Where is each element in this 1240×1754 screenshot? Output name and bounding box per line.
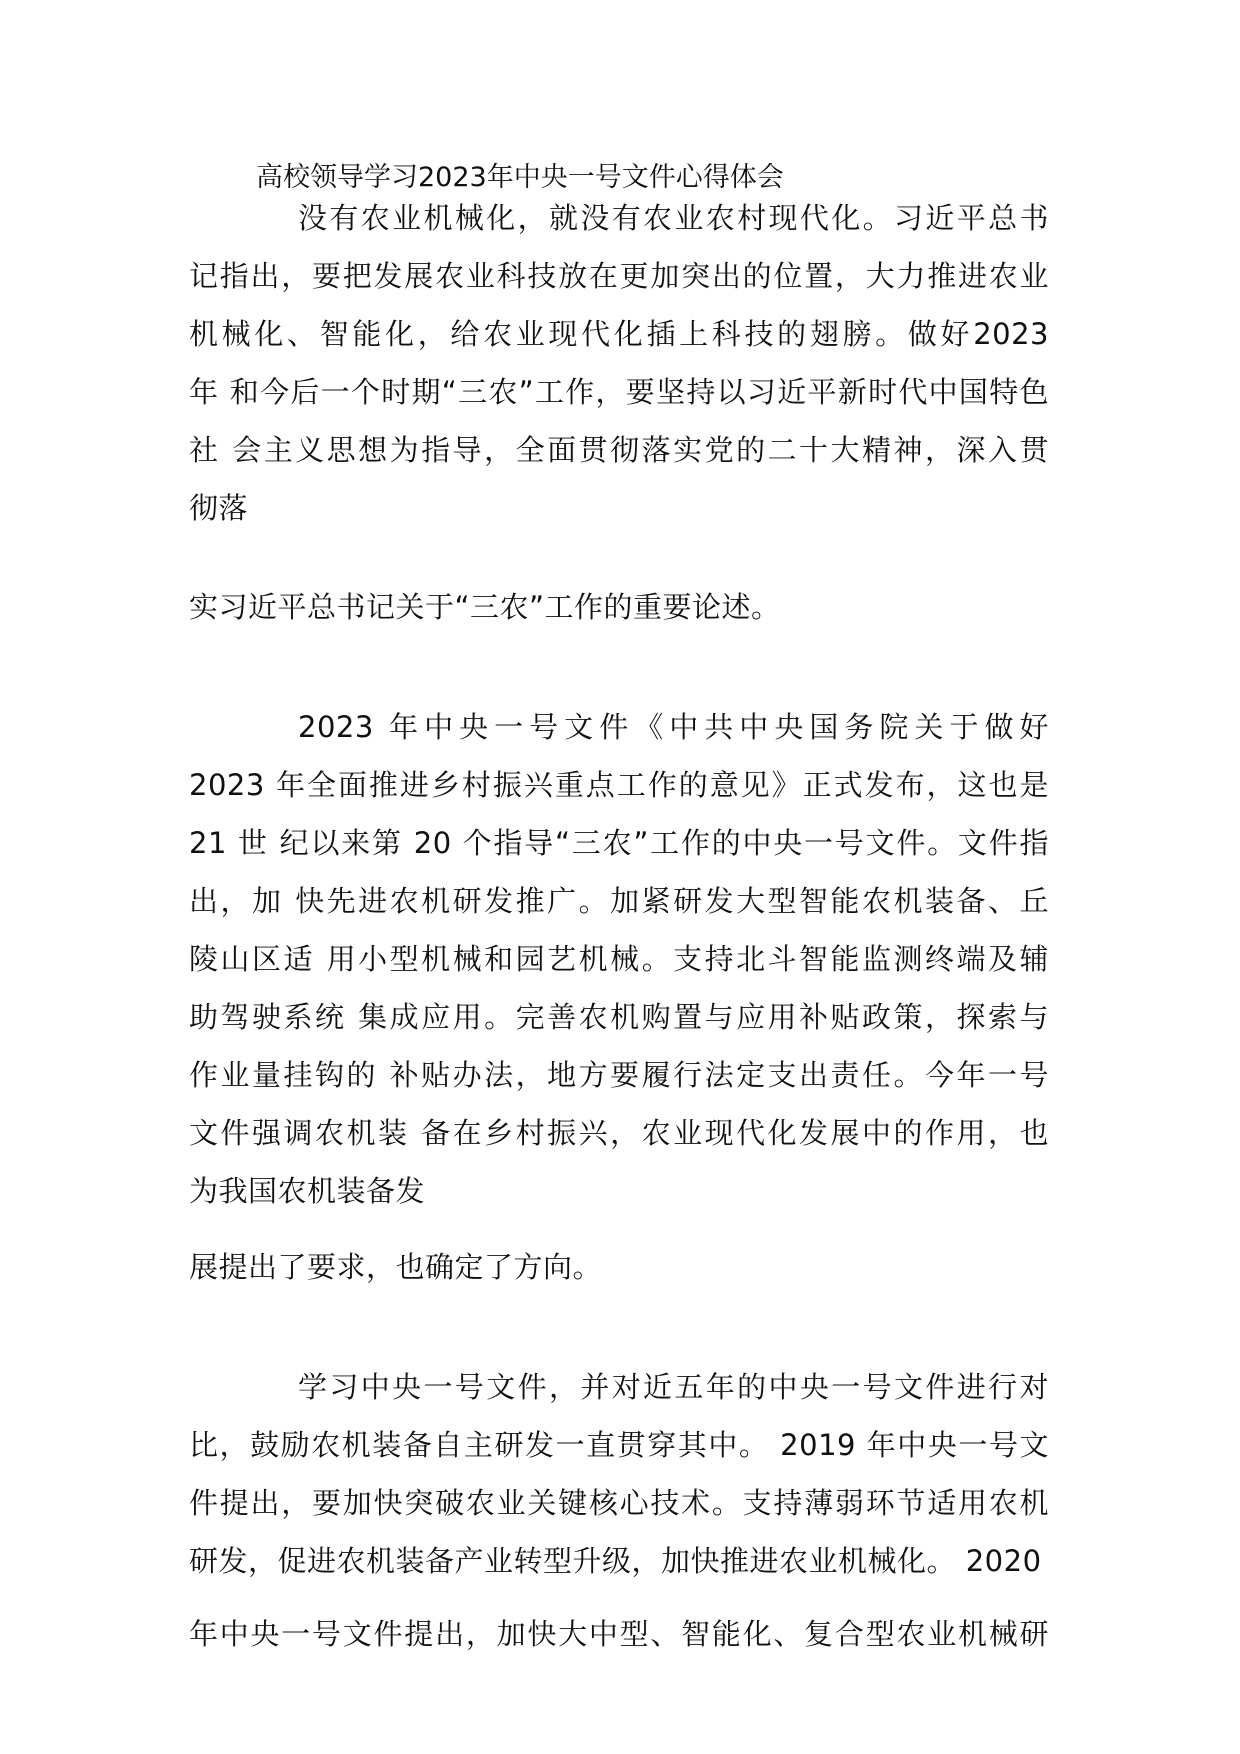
paragraph-1-line: 年 和今后一个时期“三农”工作，要坚持以习近平新时代中国特色: [189, 375, 1049, 409]
paragraph-2-line: 为我国农机装备发: [189, 1174, 426, 1208]
paragraph-2-line: 出，加 快先进农机研发推广。加紧研发大型智能农机装备、丘: [189, 884, 1049, 918]
paragraph-2-line: 2023 年中央一号文件《中共中央国务院关于做好: [298, 710, 1049, 744]
paragraph-3-line: 学习中央一号文件，并对近五年的中央一号文件进行对: [298, 1370, 1049, 1404]
paragraph-2-tail: [189, 1238, 1049, 1296]
document-title: 高校领导学习2023年中央一号文件心得体会: [256, 162, 784, 193]
paragraph-1-tail-line: 实习近平总书记关于“三农”工作的重要论述。: [189, 590, 781, 624]
paragraph-1-line: 没有农业机械化，就没有农业农村现代化。习近平总书: [298, 201, 1049, 235]
paragraph-2-line: 2023 年全面推进乡村振兴重点工作的意见》正式发布，这也是: [189, 768, 1049, 802]
paragraph-2: [189, 698, 1049, 1220]
paragraph-3-line: 件提出，要加快突破农业关键核心技术。支持薄弱环节适用农机: [189, 1486, 1049, 1520]
paragraph-2-line: 助驾驶系统 集成应用。完善农机购置与应用补贴政策，探索与: [189, 1000, 1049, 1034]
paragraph-2-line: 作业量挂钩的 补贴办法，地方要履行法定支出责任。今年一号: [189, 1058, 1049, 1092]
paragraph-3-tail-line: 年中央一号文件提出，加快大中型、智能化、复合型农业机械研: [189, 1617, 1049, 1651]
paragraph-3-line: 研发，促进农机装备产业转型升级，加快推进农业机械化。 2020: [189, 1544, 1042, 1578]
paragraph-3-tail: [189, 1605, 1049, 1663]
paragraph-1-tail: [189, 578, 1049, 636]
paragraph-2-tail-line: 展提出了要求，也确定了方向。: [189, 1250, 603, 1284]
paragraph-1-line: 社 会主义思想为指导，全面贯彻落实党的二十大精神，深入贯: [189, 433, 1049, 467]
paragraph-2-line: 21 世 纪以来第 20 个指导“三农”工作的中央一号文件。文件指: [189, 826, 1049, 860]
paragraph-3-line: 比，鼓励农机装备自主研发一直贯穿其中。 2019 年中央一号文: [189, 1428, 1049, 1462]
paragraph-1-line: 彻落: [189, 491, 249, 525]
paragraph-2-line: 文件强调农机装 备在乡村振兴，农业现代化发展中的作用，也: [189, 1116, 1049, 1150]
paragraph-1-line: 机械化、智能化，给农业现代化插上科技的翅膀。做好2023: [189, 317, 1049, 351]
paragraph-1: [189, 189, 1049, 537]
paragraph-3: [189, 1358, 1049, 1590]
paragraph-1-line: 记指出，要把发展农业科技放在更加突出的位置，大力推进农业: [189, 259, 1049, 293]
paragraph-2-line: 陵山区适 用小型机械和园艺机械。支持北斗智能监测终端及辅: [189, 942, 1049, 976]
